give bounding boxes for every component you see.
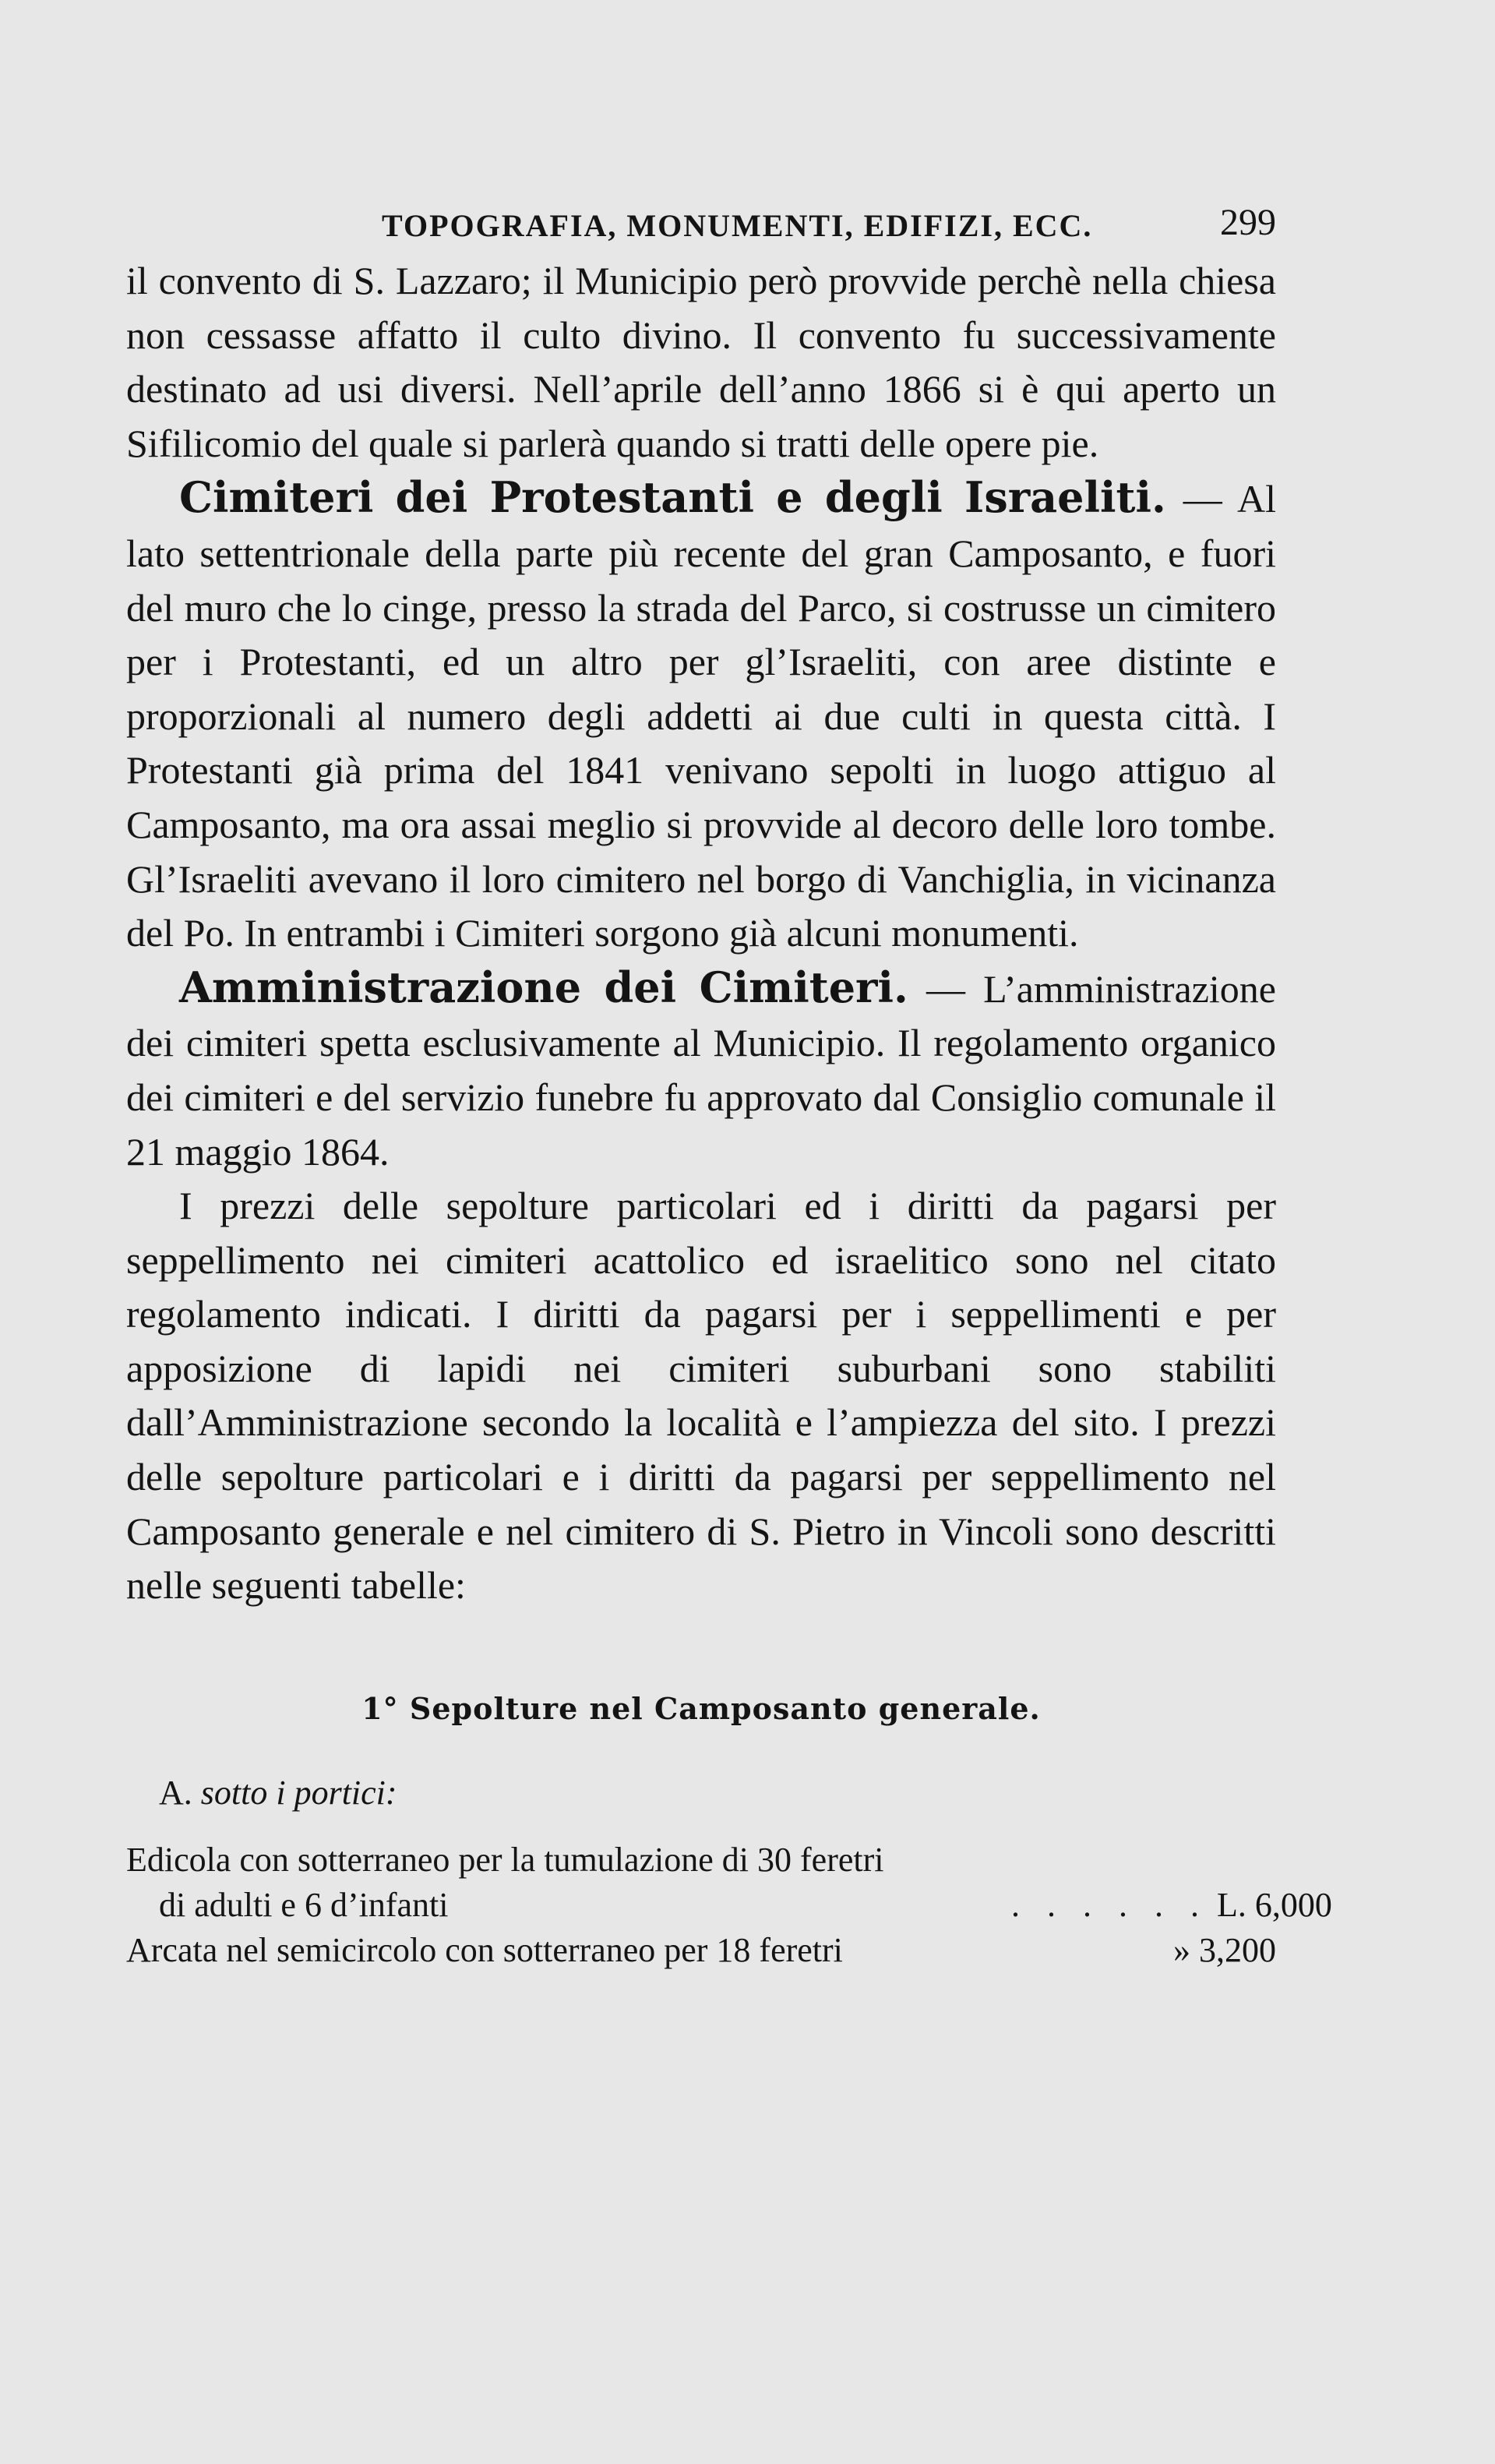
table-row <box>126 1883 1332 1928</box>
leader-dots: . . . . . . <box>1011 1885 1208 1924</box>
paragraph-protestant-cemeteries <box>126 471 1276 960</box>
section-heading-protestant-cemeteries: Cimiteri dei Protestanti e degli Israeliti. <box>179 472 1166 523</box>
price-table <box>126 1837 1332 1973</box>
table-title: 1° Sepolture nel Camposanto generale. <box>361 1690 1041 1726</box>
price-value: 3,200 <box>1199 1930 1276 1969</box>
row-description: Arcata nel semicircolo con sotterraneo per 18 feretri <box>126 1930 843 1969</box>
table-section-title: sotto i portici: <box>200 1773 397 1812</box>
paragraph-burial-prices: I prezzi delle sepolture particolari ed i diritti da pagarsi per seppellimento nei cimiteri acattolico ed israelitico sono nel citato regolamento indicati. I diritti da pagarsi per i seppellimenti e per apposizione di lapidi nei cimiteri suburbani sono stabiliti dall’Amministrazione secondo la località e l’ampiezza del sito. I prezzi delle sepolture particolari e i diritti da pagarsi per seppellimento nel Camposanto generale e nel cimitero di S. Pietro in Vincoli sono descritti nelle seguenti tabelle: <box>126 1184 1276 1608</box>
page-body <box>126 254 1332 1973</box>
row-price <box>1011 1883 1332 1928</box>
running-head: TOPOGRAFIA, MONUMENTI, EDIFIZI, ECC. <box>382 208 1093 243</box>
table-section-label: A. <box>159 1773 192 1812</box>
paragraph-cemetery-administration <box>126 961 1276 1179</box>
table-row <box>126 1837 1276 1883</box>
row-description: Edicola con sotterraneo per la tumulazione di 30 feretri <box>126 1840 884 1879</box>
paragraph-text: — L’amministrazione dei cimiteri spetta esclusivamente al Municipio. Il regolamento organico dei cimiteri e del servizio funebre fu approvato dal Consiglio comunale il 21 maggio 1864. <box>126 966 1276 1174</box>
row-price <box>1011 1928 1276 1973</box>
page-number: 299 <box>1220 202 1276 243</box>
paragraph-text: — Al lato settentrionale della parte più recente del gran Camposanto, e fuori del muro che lo cinge, presso la strada del Parco, si costrusse un cimitero per i Protestanti, ed un altro per gl’Israeliti, con aree distinte e proporzionali al numero degli addetti ai due culti in questa città. I Protestanti già prima del 1841 venivano sepolti in luogo attiguo al Camposanto, ma ora assai meglio si provvide al decoro delle loro tombe. Gl’Israeliti avevano il loro cimitero nel borgo di Vanchiglia, in vicinanza del Po. In entrambi i Cimiteri sorgono già alcuni monumenti. <box>126 477 1276 955</box>
page-header <box>382 201 1276 256</box>
row-description: di adulti e 6 d’infanti <box>159 1885 449 1924</box>
ditto-mark: » <box>1173 1930 1190 1969</box>
price-value: 6,000 <box>1254 1885 1332 1924</box>
currency-unit: L. <box>1217 1885 1246 1924</box>
paragraph-san-lazzaro: il convento di S. Lazzaro; il Municipio però provvide perchè nella chiesa non cessasse affatto il culto divino. Il convento fu successivamente destinato ad usi diversi. Nell’aprile dell’anno 1866 si è qui aperto un Sifilicomio del quale si parlerà quando si tratti delle opere pie. <box>126 259 1276 465</box>
table-row <box>126 1928 1276 1973</box>
section-heading-cemetery-administration: Amministrazione dei Cimiteri. <box>179 962 908 1012</box>
table-section-heading <box>159 1770 1276 1816</box>
